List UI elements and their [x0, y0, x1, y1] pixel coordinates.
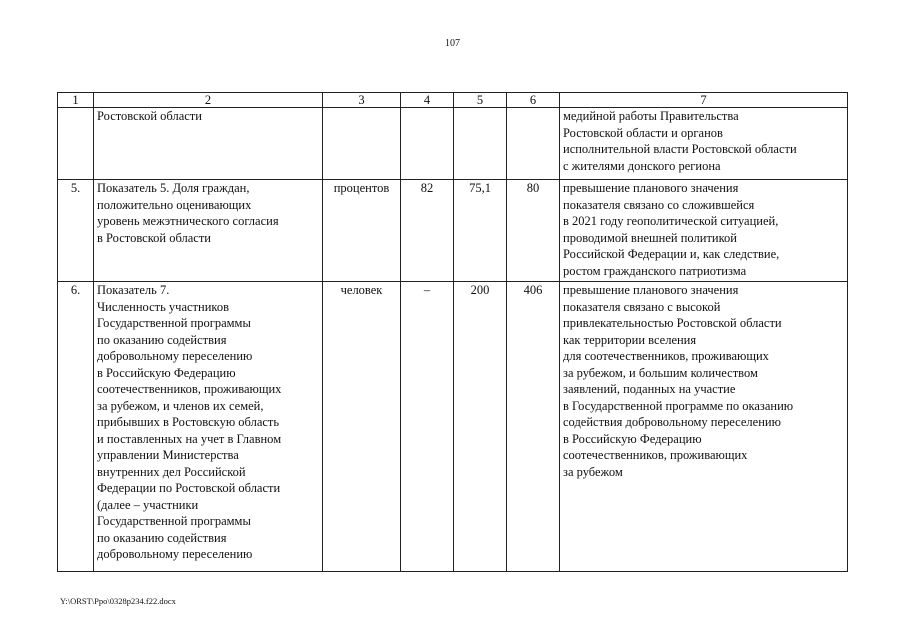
explanation-text	[560, 282, 848, 572]
explanation-text-line: проводимой внешней политикой	[563, 230, 737, 245]
explanation-text-line: в Российскую Федерацию	[563, 431, 702, 446]
footer-file-path: Y:\ORST\Ppo\0328p234.f22.docx	[60, 596, 176, 606]
indicator-text-line: прибывших в Ростовскую область	[97, 415, 280, 429]
value-cell	[507, 108, 560, 180]
value-cell	[454, 108, 507, 180]
value-cell: 80	[507, 180, 560, 282]
explanation-text-line: превышение планового значения	[563, 181, 739, 195]
explanation-text-line: заявлений, поданных на участие	[563, 382, 736, 396]
explanation-text	[560, 108, 848, 180]
explanation-text-line: с жителями донского региона	[563, 158, 721, 173]
indicator-text-line: (далее – участники	[97, 497, 199, 512]
indicator-text	[94, 282, 323, 572]
header-cell: 6	[507, 93, 560, 108]
explanation-text-line: Ростовской области и органов	[563, 125, 723, 140]
unit-cell: процентов	[323, 180, 401, 282]
header-cell: 7	[560, 93, 848, 108]
explanation-text-line: медийной работы Правительства	[563, 109, 739, 123]
table-row	[58, 282, 848, 572]
header-cell: 2	[94, 93, 323, 108]
explanation-text-line: в 2021 году геополитической ситуацией,	[563, 214, 779, 228]
indicator-text-line: Федерации по Ростовской области	[97, 481, 281, 495]
table-row	[58, 180, 848, 282]
indicator-text-line: по оказанию содействия	[97, 530, 227, 545]
indicator-text-line: за рубежом, и членов их семей,	[97, 398, 264, 413]
explanation-text-line: исполнительной власти Ростовской области	[563, 142, 797, 156]
indicator-text-line: добровольному переселению	[97, 349, 253, 363]
table-header-row	[58, 93, 848, 108]
indicator-text-line: Государственной программы	[97, 316, 251, 330]
header-cell: 3	[323, 93, 401, 108]
unit-cell: человек	[323, 282, 401, 572]
explanation-text-line: соотечественников, проживающих	[563, 448, 748, 462]
value-cell: 200	[454, 282, 507, 572]
page-number: 107	[445, 38, 460, 49]
indicator-text-line: внутренних дел Российской	[97, 464, 246, 479]
indicator-text-line: положительно оценивающих	[97, 197, 252, 212]
indicator-text-line: Численность участников	[97, 299, 229, 314]
indicator-text-line: Государственной программы	[97, 514, 251, 528]
explanation-text-line: за рубежом, и большим количеством	[563, 365, 758, 380]
row-number: 6.	[58, 282, 94, 572]
explanation-text-line: превышение планового значения	[563, 283, 739, 297]
explanation-text-line: как территории вселения	[563, 332, 697, 347]
explanation-text-line: ростом гражданского патриотизма	[563, 263, 747, 278]
indicator-text-line: Показатель 7.	[97, 283, 170, 297]
indicator-text-line: добровольному переселению	[97, 547, 253, 561]
indicator-text-line: соотечественников, проживающих	[97, 382, 282, 396]
header-cell: 5	[454, 93, 507, 108]
indicator-text-line: управлении Министерства	[97, 448, 239, 462]
indicator-text	[94, 108, 323, 180]
indicator-text-line: уровень межэтнического согласия	[97, 214, 279, 228]
indicator-text	[94, 180, 323, 282]
value-cell: 82	[401, 180, 454, 282]
explanation-text-line: показателя связано с высокой	[563, 299, 721, 314]
explanation-text-line: Российской Федерации и, как следствие,	[563, 247, 780, 261]
indicator-text-line: Ростовской области	[97, 109, 202, 123]
explanation-text-line: в Государственной программе по оказанию	[563, 398, 794, 413]
header-cell: 1	[58, 93, 94, 108]
row-number: 5.	[58, 180, 94, 282]
indicator-text-line: Показатель 5. Доля граждан,	[97, 181, 250, 195]
explanation-text-line: привлекательностью Ростовской области	[563, 316, 782, 330]
table-row	[58, 108, 848, 180]
explanation-text-line: показателя связано со сложившейся	[563, 197, 755, 212]
header-cell: 4	[401, 93, 454, 108]
report-table	[57, 92, 848, 572]
indicator-text-line: по оказанию содействия	[97, 332, 227, 347]
indicator-text-line: и поставленных на учет в Главном	[97, 431, 282, 446]
explanation-text-line: содействия добровольному переселению	[563, 415, 781, 429]
explanation-text-line: за рубежом	[563, 464, 623, 479]
explanation-text-line: для соотечественников, проживающих	[563, 349, 769, 363]
unit-cell	[323, 108, 401, 180]
value-cell: –	[401, 282, 454, 572]
value-cell: 406	[507, 282, 560, 572]
indicator-text-line: в Ростовской области	[97, 230, 211, 245]
value-cell	[401, 108, 454, 180]
row-number	[58, 108, 94, 180]
indicator-text-line: в Российскую Федерацию	[97, 365, 236, 380]
explanation-text	[560, 180, 848, 282]
value-cell: 75,1	[454, 180, 507, 282]
